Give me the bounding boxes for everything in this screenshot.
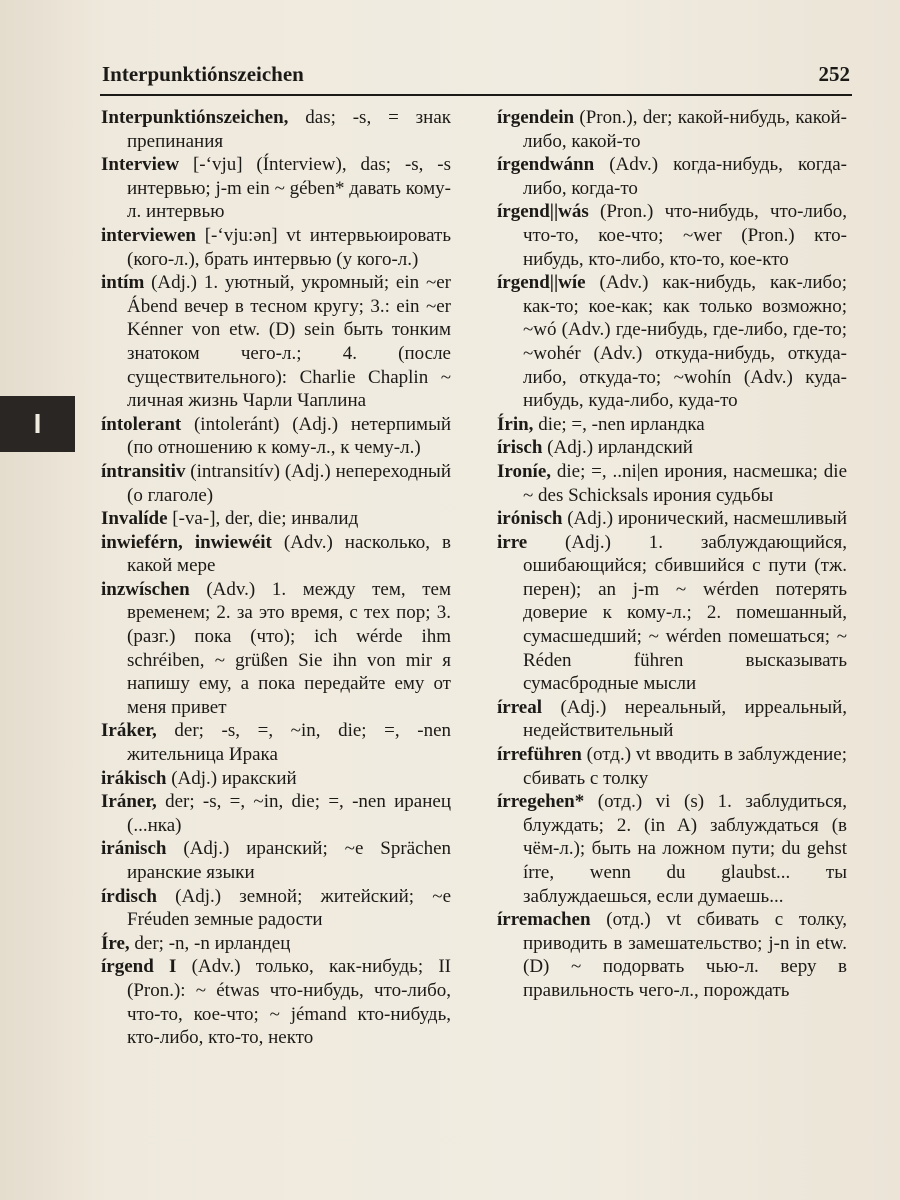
entry-body: (Adj.) иранский; ~e Sprächen иранские языки [127, 838, 451, 883]
entry-body: (Adj.) нереальный, ирреальный, недействительный [523, 696, 847, 742]
headword: írgend||wíe [497, 272, 586, 294]
entry [497, 106, 847, 153]
right-column [497, 106, 847, 1003]
entry-body: (отд.) vt вводить в заблуждение; сбивать с толку [523, 744, 847, 789]
headword: irákisch [101, 767, 167, 789]
headword: írdisch [101, 885, 157, 907]
headword: inzwíschen [101, 578, 190, 600]
headword: írgend||wás [497, 201, 589, 223]
entry-body: der; -s, =, ~in, die; =, -nen жительница Ирака [127, 720, 451, 766]
entry-body: [-‘vju:ən] vt интервьюировать (кого-л.), брать интервью (у кого-л.) [127, 224, 451, 270]
entry [101, 507, 451, 531]
entry [497, 790, 847, 908]
running-head: Interpunktiónszeichen [102, 62, 304, 86]
headword: írreal [497, 696, 543, 718]
headword: inwieférn, inwiewéit [101, 531, 272, 553]
entry-body: (Adj.) земной; житейский; ~e Fréuden земные радости [127, 885, 451, 931]
entry [101, 790, 451, 837]
entry-body: die; =, ..ni|en ирония, насмешка; die ~ des Schicksals ирония судьбы [523, 460, 847, 506]
headword: Interpunktiónszeichen, [101, 107, 289, 128]
headword: Iráker, [101, 720, 157, 742]
thumb-index-tab: I [0, 396, 75, 452]
entry-body: (Adj.) 1. уютный, укромный; ein ~er Ábend вечер в тесном кругу; 3.: ein ~er Kénner von etw. (D) sein быть тонким знатоком чего-л.; 4. (после существительного): Charlie Chaplin ~ личная жизнь Чарли Чаплина [127, 272, 451, 412]
entry [497, 696, 847, 743]
entry [101, 271, 451, 413]
entry-body: [-‘vju] (Ínterview), das; -s, -s интервью; j-m ein ~ gében* давать кому-л. интервью [127, 154, 451, 223]
headword: írregehen* [497, 791, 585, 813]
entry [101, 578, 451, 720]
headword: intím [101, 272, 145, 294]
entry-body: (Adj.) 1. заблуждающийся, ошибающийся; сбившийся с пути (тж. перен); an j-m ~ wérden потерять доверие к кому-л.; 2. помешанный, сумасшедший; ~ wérden помешаться; ~ Réden führen высказывать сумасбродные мысли [523, 531, 847, 695]
page-header [100, 60, 852, 96]
headword: íntransitiv [101, 460, 186, 482]
entry [101, 885, 451, 932]
entry-body: (Adv.) 1. между тем, тем временем; 2. за это время, с тех пор; 3. (разг.) пока (что); ich wérde ihm schréiben, ~ grüßen Sie ihn von mir я напишу ему, а пока передайте ему от меня привет [127, 578, 451, 718]
entry [497, 413, 847, 437]
entry [101, 719, 451, 766]
entry-body: die; =, -nen ирландка [533, 413, 705, 435]
headword: Írin, [497, 413, 534, 435]
left-column [101, 106, 451, 1050]
entry-body: (отд.) vt сбивать с толку, приводить в замешательство; j-n in etw. (D) ~ подорвать чью-л. веру в правильность чего-л., порождать [523, 909, 847, 1001]
entry [101, 767, 451, 791]
entry [497, 200, 847, 271]
entry [497, 153, 847, 200]
headword: Invalíde [101, 508, 168, 530]
headword: írisch [497, 437, 543, 459]
headword: írremachen [497, 909, 591, 931]
entry-body: (intoleránt) (Adj.) нетерпимый (по отношению к кому-л., к чему-л.) [127, 413, 451, 459]
headword: interviewen [101, 224, 196, 246]
entry-body: (intransitív) (Adj.) непереходный (о глаголе) [127, 460, 451, 506]
entry [497, 531, 847, 696]
headword: írgendein [497, 107, 575, 128]
headword: írgendwánn [497, 154, 595, 176]
headword: Iráner, [101, 791, 157, 813]
headword: íntolerant [101, 413, 182, 435]
page-number: 252 [818, 62, 850, 86]
entry [497, 908, 847, 1002]
entry [497, 436, 847, 460]
headword: Interview [101, 154, 180, 176]
entry-body: (Adv.) когда-нибудь, когда-либо, когда-то [523, 154, 847, 199]
entry-body: der; -s, =, ~in, die; =, -nen иранец (...нка) [127, 791, 451, 836]
entry [101, 955, 451, 1049]
entry-body: der; -n, -n ирландец [129, 932, 291, 954]
entry-body: (Pron.), der; какой-нибудь, какой-либо, какой-то [523, 107, 847, 152]
entry-body: [-va-], der, die; инвалид [167, 508, 359, 530]
entry-body: (Pron.) что-нибудь, что-либо, что-то, кое-что; ~wer (Pron.) кто-нибудь, кто-либо, кто-то, кое-кто [523, 201, 847, 270]
entry-body: das; -s, = знак препинания [127, 107, 451, 152]
entry-body: (Adv.) насколько, в какой мере [127, 531, 452, 577]
entry [101, 413, 451, 460]
entry-body: (Adj.) иракский [166, 767, 297, 789]
headword: írreführen [497, 744, 582, 766]
entry-body: (Adj.) ирландский [542, 437, 693, 459]
entry [497, 460, 847, 507]
entry [497, 743, 847, 790]
entry-body: (отд.) vi (s) 1. заблудиться, блуждать; 2. (in A) заблуждаться (в чём-л.); быть на ложном пути; du gehst írre, wenn du glaubst... ты заблуждаешься, если думаешь... [523, 791, 847, 907]
headword: Ironíe, [497, 460, 552, 482]
entry [101, 531, 451, 578]
headword: irónisch [497, 508, 563, 530]
entry [497, 271, 847, 413]
headword: iránisch [101, 838, 167, 860]
entry [101, 153, 451, 224]
entry [497, 507, 847, 531]
entry [101, 460, 451, 507]
entry-body: (Adj.) иронический, насмешливый [562, 508, 847, 530]
entry [101, 932, 451, 956]
entry-body: (Adv.) как-нибудь, как-либо; как-то; кое-как; как только возможно; ~wó (Adv.) где-нибудь, где-либо, где-то; ~wohér (Adv.) откуда-нибудь, откуда-либо, откуда-то; ~wohín (Adv.) куда-нибудь, куда-либо, куда-то [523, 272, 847, 412]
entry-body: (Adv.) только, как-нибудь; II (Pron.): ~ étwas что-нибудь, что-либо, что-то, кое-что; ~ jémand кто-нибудь, кто-либо, кто-то, некто [127, 956, 451, 1049]
headword: irre [497, 531, 528, 553]
entry [101, 106, 451, 153]
headword: Íre, [101, 932, 130, 954]
headword: írgend I [101, 956, 177, 978]
entry [101, 224, 451, 271]
entry [101, 837, 451, 884]
